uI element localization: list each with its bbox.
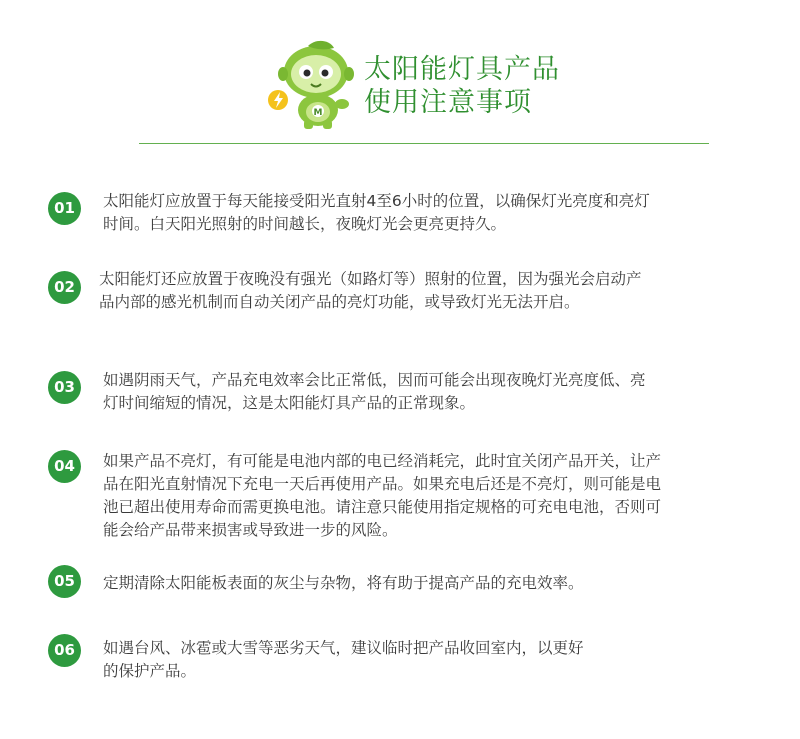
item-text: 定期清除太阳能板表面的灰尘与杂物，将有助于提高产品的充电效率。: [103, 574, 584, 592]
item-text: 如遇台风、冰雹或大雪等恶劣天气，建议临时把产品收回室内，以更好 的保护产品。: [103, 639, 584, 680]
page-subtitle: 使用注意事项: [364, 87, 532, 118]
svg-text:M: M: [313, 108, 323, 118]
item-number-badge: 06: [48, 634, 81, 667]
item-text: 太阳能灯还应放置于夜晚没有强光（如路灯等）照射的位置，因为强光会启动产 品内部的感光机制而自动关闭产品的亮灯功能，或导致灯光无法开启。: [99, 270, 642, 311]
item-number-badge: 04: [48, 450, 81, 483]
title-block: [364, 54, 664, 119]
item-text: 太阳能灯应放置于每天能接受阳光直射4至6小时的位置，以确保灯光亮度和亮灯 时间。白天阳光照射的时间越长，夜晚灯光会更亮更持久。: [103, 192, 650, 233]
item-text: 如遇阴雨天气，产品充电效率会比正常低，因而可能会出现夜晚灯光亮度低、亮 灯时间缩短的情况，这是太阳能灯具产品的正常现象。: [103, 371, 646, 412]
leaf-mascot-icon: [268, 38, 358, 130]
item-number-badge: 03: [48, 371, 81, 404]
page-title: 太阳能灯具产品: [364, 54, 560, 85]
item-number-badge: 01: [48, 192, 81, 225]
item-text: 如果产品不亮灯，有可能是电池内部的电已经消耗完，此时宜关闭产品开关，让产 品在阳光直射情况下充电一天后再使用产品。如果充电后还是不亮灯，则可能是电 池已超出使用寿命而需更换电池。请注意只能使用指定规格的可充电电池，否则可 能会给产品带来损害或导致进一步的风险。: [103, 452, 662, 539]
item-number-badge: 05: [48, 565, 81, 598]
header-divider: [139, 143, 709, 144]
header: [0, 0, 800, 150]
item-number-badge: 02: [48, 271, 81, 304]
